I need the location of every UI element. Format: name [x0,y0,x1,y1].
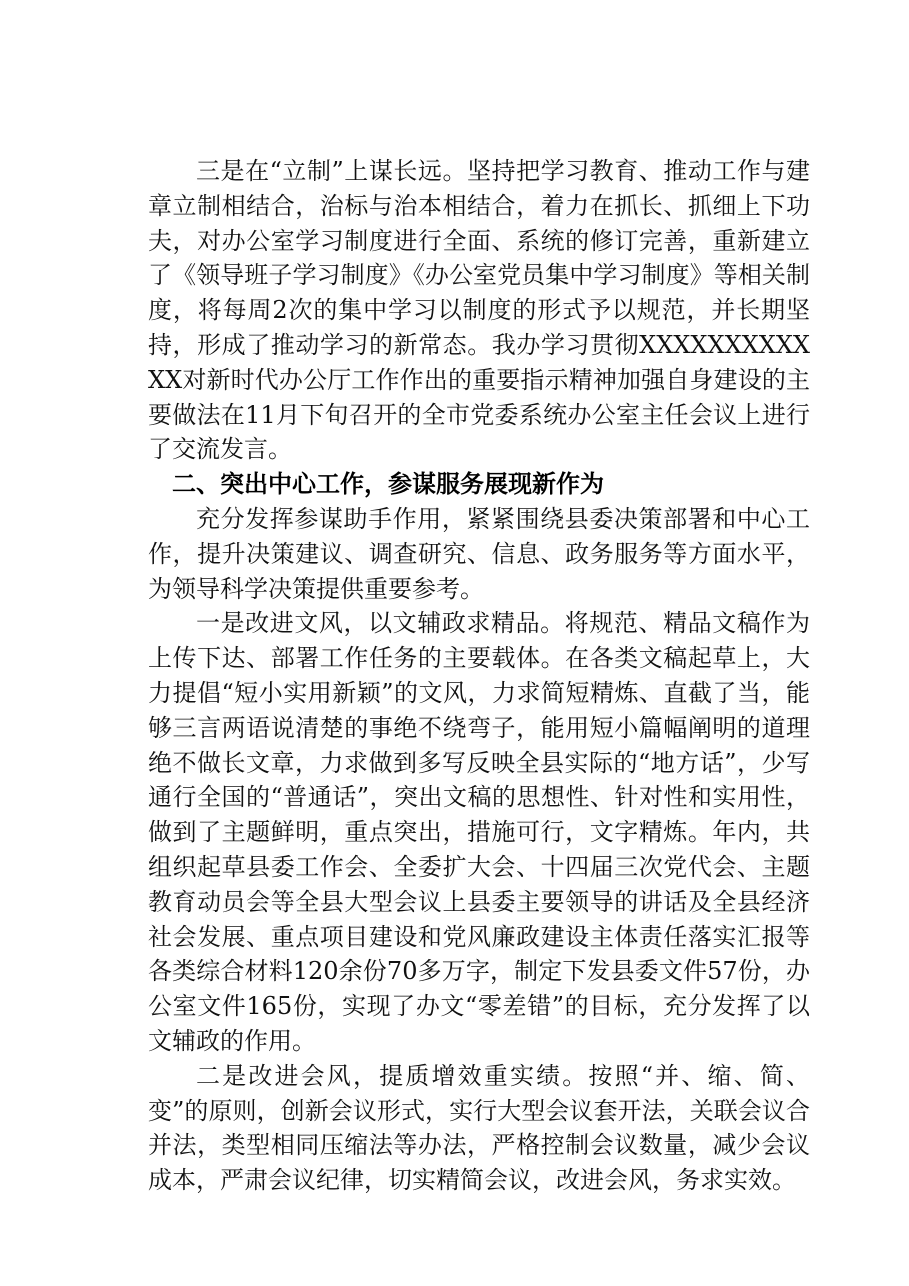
paragraph-writing-style: 一是改进文风，以文辅政求精品。将规范、精品文稿作为上传下达、部署工作任务的主要载体。在各类文稿起草上，大力提倡“短小实用新颖”的文风，力求简短精炼、直截了当，能够三言两语说清楚的事绝不绕弯子，能用短小篇幅阐明的道理绝不做长文章，力求做到多写反映全县实际的“地方话”，少写通行全国的“普通话”，突出文稿的思想性、针对性和实用性，做到了主题鲜明，重点突出，措施可行，文字精炼。年内，共组织起草县委工作会、全委扩大会、十四届三次党代会、主题教育动员会等全县大型会议上县委主要领导的讲话及全县经济社会发展、重点项目建设和党风廉政建设主体责任落实汇报等各类综合材料120余份70多万字，制定下发县委文件57份，办公室文件165份，实现了办文“零差错”的目标，充分发挥了以文辅政的作用。 [148,609,810,1055]
paragraph-rule-making: 三是在“立制”上谋长远。坚持把学习教育、推动工作与建章立制相结合，治标与治本相结合，着力在抓长、抓细上下功夫，对办公室学习制度进行全面、系统的修订完善，重新建立了《领导班子学习制度》《办公室党员集中学习制度》等相关制度，将每周2次的集中学习以制度的形式予以规范，并长期坚持，形成了推动学习的新常态。我办学习贯彻XXXXXXXXXXXX对新时代办公厅工作作出的重要指示精神加强自身建设的主要做法在11月下旬召开的全市党委系统办公室主任会议上进行了交流发言。 [148,157,810,464]
paragraph-section-intro: 充分发挥参谋助手作用，紧紧围绕县委决策部署和中心工作，提升决策建议、调查研究、信息、政务服务等方面水平，为领导科学决策提供重要参考。 [148,504,810,603]
document-body [148,154,810,1198]
paragraph-meeting-style: 二是改进会风，提质增效重实绩。按照“并、缩、简、变”的原则，创新会议形式，实行大型会议套开法，关联会议合并法，类型相同压缩法等办法，严格控制会议数量，减少会议成本，严肃会议纪律，切实精简会议，改进会风，务求实效。 [148,1061,810,1195]
section-heading: 二、突出中心工作，参谋服务展现新作为 [172,470,604,499]
